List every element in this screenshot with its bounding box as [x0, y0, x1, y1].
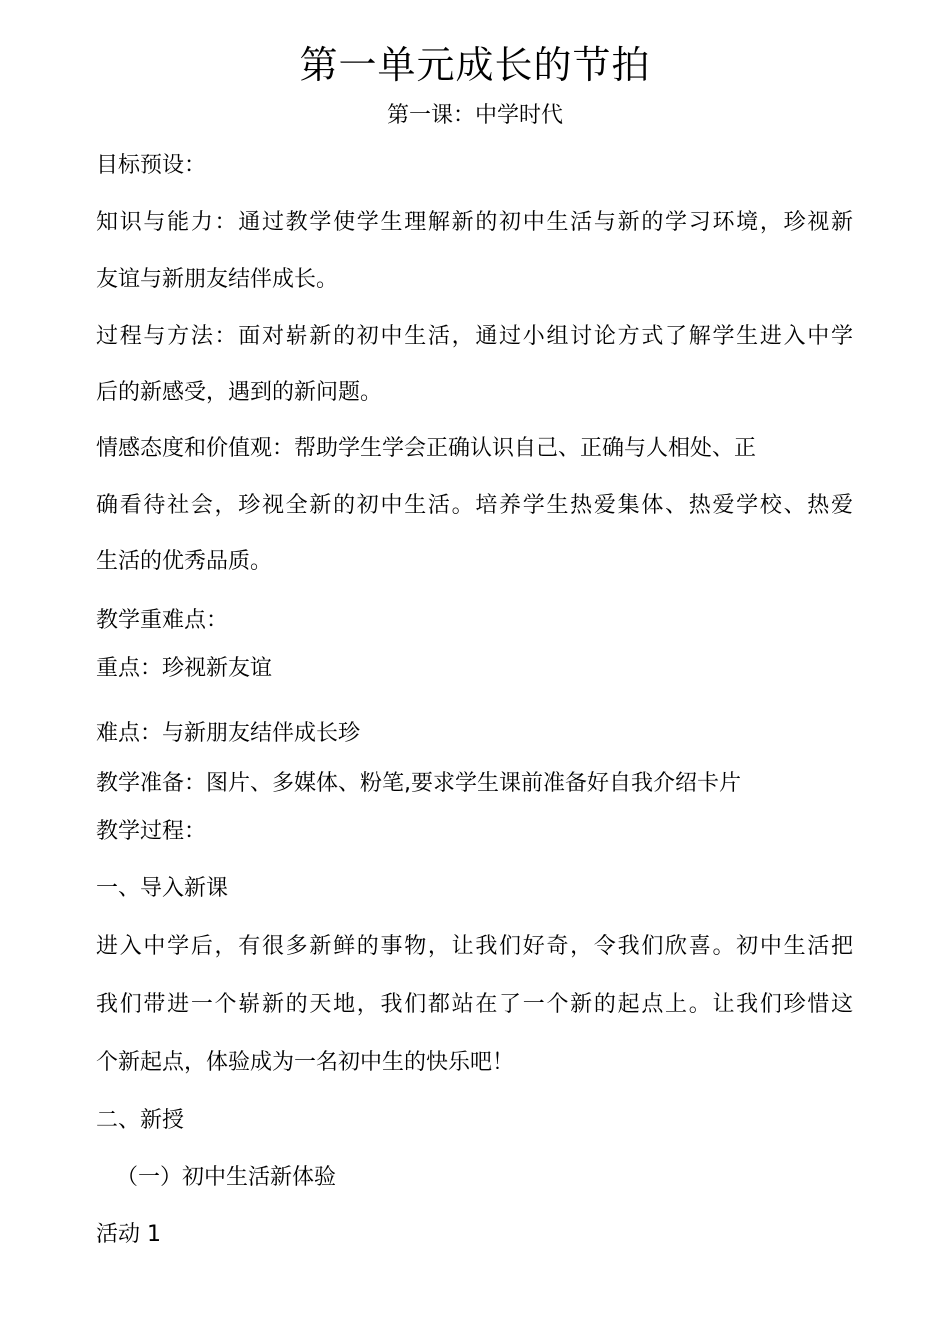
paragraph-line-emotion-3: 生活的优秀品质。: [96, 549, 273, 574]
difficulty-line: 难点：与新朋友结伴成长珍: [96, 721, 361, 746]
paragraph-line-intro-1: 进入中学后，有很多新鲜的事物，让我们好奇，令我们欣喜。初中生活把: [96, 934, 853, 959]
section-heading-intro: 一、导入新课: [96, 876, 229, 901]
paragraph-line-intro-3: 个新起点，体验成为一名初中生的快乐吧！: [96, 1050, 515, 1075]
key-point-line: 重点：珍视新友谊: [96, 656, 273, 681]
subsection-heading: （一）初中生活新体验: [116, 1165, 337, 1190]
preparation-line: 教学准备：图片、多媒体、粉笔,要求学生课前准备好自我介绍卡片: [96, 771, 741, 796]
heading-goals: 目标预设：: [96, 153, 207, 178]
paragraph-line-emotion-1: 情感态度和价值观：帮助学生学会正确认识自己、正确与人相处、正: [96, 436, 757, 461]
paragraph-line-process-2: 后的新感受，遇到的新问题。: [96, 380, 383, 405]
paragraph-line-intro-2: 我们带进一个崭新的天地，我们都站在了一个新的起点上。让我们珍惜这: [96, 992, 853, 1017]
lesson-title: 第一课：中学时代: [386, 103, 563, 128]
paragraph-line-knowledge-1: 知识与能力：通过教学使学生理解新的初中生活与新的学习环境，珍视新: [96, 210, 853, 235]
paragraph-line-process-1: 过程与方法：面对崭新的初中生活，通过小组讨论方式了解学生进入中学: [96, 324, 853, 349]
heading-key-points: 教学重难点：: [96, 608, 229, 633]
unit-title: 第一单元成长的节拍: [299, 43, 651, 87]
paragraph-line-knowledge-2: 友谊与新朋友结伴成长。: [96, 267, 339, 292]
paragraph-line-emotion-2: 确看待社会，珍视全新的初中生活。培养学生热爱集体、热爱学校、热爱: [96, 493, 853, 518]
activity-label: 活动 1: [96, 1222, 161, 1247]
heading-process: 教学过程：: [96, 819, 207, 844]
section-heading-new-lesson: 二、新授: [96, 1108, 185, 1133]
